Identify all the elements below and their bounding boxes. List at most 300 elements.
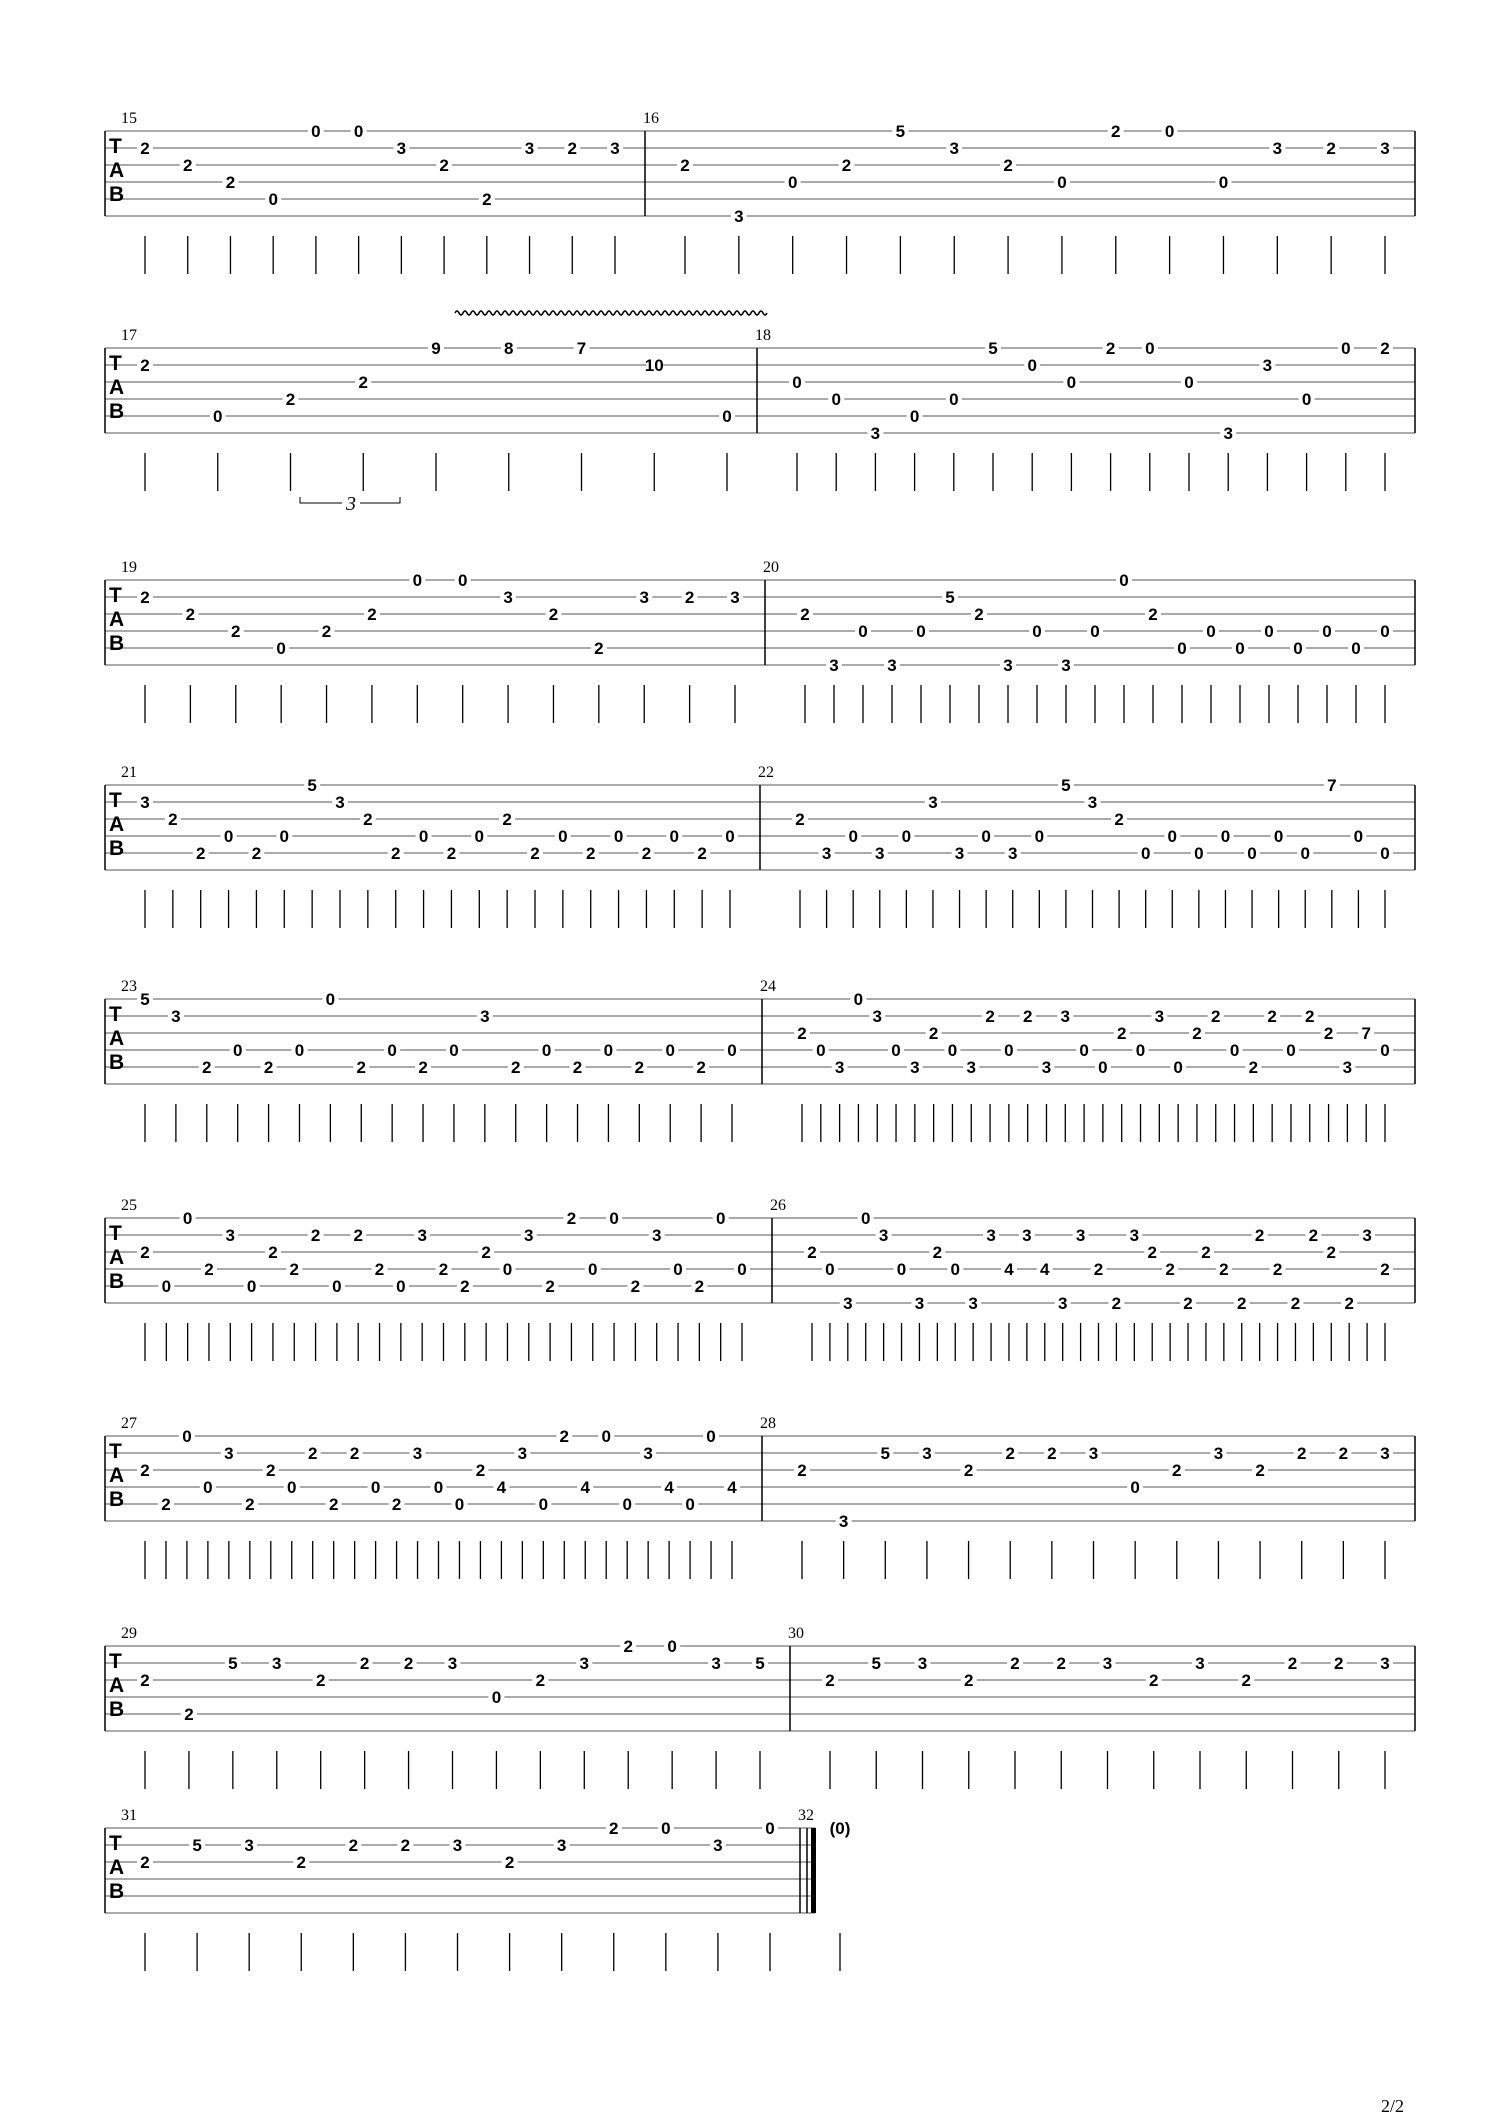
fret-number: 2 [1267,1007,1277,1026]
fret-number: 0 [909,407,920,426]
fret-number: 2 [1149,1671,1159,1690]
fret-number: 2 [1105,339,1116,358]
fret-number: 2 [1326,1243,1337,1262]
fret-number: 3 [1057,1294,1068,1313]
fret-number: 0 [182,1427,192,1446]
fret-number: 2 [349,1444,360,1463]
fret-number: 0 [901,827,912,846]
fret-number: 3 [1154,1007,1165,1026]
fret-number: 0 [246,1277,257,1296]
fret-number: 2 [184,1705,194,1724]
measure-number: 22 [758,764,774,781]
fret-number: 3 [829,656,839,675]
fret-number: 2 [807,1243,817,1262]
fret-number: 3 [480,1007,490,1026]
tab-clef-letter: A [109,159,125,182]
fret-number: 3 [579,1654,590,1673]
fret-number: 0 [1293,639,1303,658]
tab-clef-letter: B [109,837,125,860]
fret-number: 3 [928,793,938,812]
fret-number: 0 [665,1041,675,1060]
fret-number: 0 [1032,622,1042,641]
measure-number: 20 [763,559,779,576]
fret-number: 0 [1229,1041,1240,1060]
tab-clef-letter: A [109,1464,125,1487]
fret-number: 0 [1004,1041,1014,1060]
fret-number: 0 [454,1495,465,1514]
fret-number: 3 [914,1294,925,1313]
fret-number: 2 [446,844,457,863]
fret-number: 0 [669,827,680,846]
fret-number: 3 [396,139,407,158]
tab-clef-letter: B [109,400,125,423]
tab-clef-letter: A [109,1674,125,1697]
fret-number: 0 [203,1478,213,1497]
fret-number: 0 [831,390,841,409]
fret-number: 0 [860,1209,871,1228]
fret-number: 0 [161,1277,172,1296]
fret-number: 2 [535,1671,546,1690]
fret-number: 3 [878,1226,889,1245]
fret-number: 2 [1114,810,1124,829]
fret-number: 0 [457,571,468,590]
fret-number: 3 [639,588,649,607]
fret-number: 2 [161,1495,171,1514]
fret-number: 2 [481,1243,491,1262]
fret-number: 2 [1201,1243,1211,1262]
fret-number: 0 [396,1277,406,1296]
fret-number: 0 [1090,622,1100,641]
fret-number: 0 [667,1637,677,1656]
fret-number: 2 [310,1226,321,1245]
fret-number: 2 [1111,122,1121,141]
fret-number: 3 [1380,1444,1390,1463]
fret-number: 2 [268,1243,278,1262]
fret-number: 0 [1130,1478,1140,1497]
fret-number: 3 [1380,139,1390,158]
fret-number: 2 [572,1058,583,1077]
fret-number: 2 [623,1637,633,1656]
fret-number: 2 [697,844,707,863]
fret-number: 2 [356,1058,366,1077]
fret-number: 0 [311,122,321,141]
fret-number: 5 [307,776,317,795]
fret-number: 0 [1167,827,1178,846]
fret-number: 2 [1116,1024,1127,1043]
tab-clef-letter: B [109,1698,125,1721]
fret-number: 2 [390,844,401,863]
fret-number: 0 [232,1041,243,1060]
fret-number: 3 [524,139,535,158]
fret-number: 2 [1323,1024,1334,1043]
fret-number: 0 [1206,622,1216,641]
fret-number: 4 [580,1478,590,1497]
fret-number: 3 [1380,1654,1390,1673]
fret-number: 2 [684,588,695,607]
fret-number: 3 [917,1654,928,1673]
fret-number: 2 [797,1461,807,1480]
fret-number: 2 [363,810,373,829]
fret-number: 0 [1247,844,1257,863]
tab-clef-letter: A [109,813,125,836]
fret-number: 2 [548,605,559,624]
tab-clef-letter: T [109,1440,122,1463]
fret-number: 0 [1079,1041,1089,1060]
fret-number: 2 [225,173,236,192]
fret-number: 2 [634,1058,645,1077]
fret-number: 0 [287,1478,297,1497]
fret-number: 2 [251,844,262,863]
fret-number: 3 [1223,424,1233,443]
fret-number: 3 [872,1007,882,1026]
fret-number: 0 [661,1819,671,1838]
fret-number: 2 [545,1277,555,1296]
fret-number: 2 [1147,1243,1157,1262]
fret-number: 5 [228,1654,238,1673]
fret-number: 2 [418,1058,428,1077]
fret-number: 3 [452,1836,463,1855]
fret-number: 5 [871,1654,881,1673]
fret-number: 0 [722,407,732,426]
page-number: 2/2 [1381,2096,1405,2116]
fret-number: 2 [1093,1260,1104,1279]
fret-number: 2 [263,1058,274,1077]
fret-number: 0 [1380,622,1390,641]
fret-number: 0 [491,1688,502,1707]
fret-number: 2 [1005,1444,1015,1463]
fret-number: 0 [1286,1041,1296,1060]
fret-number: 2 [403,1654,414,1673]
fret-number: 0 [449,1041,459,1060]
fret-number: 2 [1326,139,1336,158]
fret-number: 2 [609,1819,619,1838]
fret-number: 5 [755,1654,765,1673]
fret-number: 2 [245,1495,255,1514]
fret-number: 0 [1235,639,1245,658]
fret-number: 2 [296,1853,306,1872]
fret-number: 0 [1353,827,1364,846]
fret-number: 0 [541,1041,552,1060]
fret-number: 3 [1003,656,1013,675]
fret-number: 2 [1380,339,1390,358]
fret-number: 0 [387,1041,397,1060]
measure-number: 18 [755,327,771,344]
fret-number: 3 [1102,1654,1113,1673]
tab-clef-letter: T [109,1650,122,1673]
fret-number: 5 [895,122,906,141]
fret-number: 2 [185,605,196,624]
fret-number: 0 [182,1209,193,1228]
tab-clef-letter: A [109,1856,125,1879]
tab-clef-letter: B [109,1270,125,1293]
fret-number: 0 [916,622,926,641]
fret-number: 2 [1047,1444,1057,1463]
fret-number: 0 [1027,356,1037,375]
fret-number: 0 [1194,844,1204,863]
fret-number: 2 [289,1260,299,1279]
fret-number: 2 [374,1260,385,1279]
fret-number: 2 [1308,1226,1319,1245]
measure-number: 16 [643,110,659,127]
tab-clef-letter: B [109,1488,125,1511]
fret-number: 3 [734,207,744,226]
fret-number: 8 [504,339,514,358]
fret-number: 0 [223,827,234,846]
tab-clef-letter: T [109,1222,122,1245]
fret-number: 2 [482,190,492,209]
fret-number: 2 [928,1024,939,1043]
fret-number: 3 [986,1226,996,1245]
fret-number: 4 [1040,1260,1050,1279]
fret-number: 3 [887,656,897,675]
fret-number: 0 [1341,339,1351,358]
fret-number: 0 [213,407,223,426]
measure-number: 23 [121,978,137,995]
fret-number: 2 [1296,1444,1307,1463]
fret-number: 0 [418,827,429,846]
fret-number: 7 [1327,776,1337,795]
fret-number: 9 [431,339,441,358]
fret-number: 3 [224,1444,234,1463]
tuplet-number: 3 [346,493,356,515]
fret-number: 2 [140,1853,150,1872]
fret-number: 0 [609,1209,619,1228]
fret-number: 5 [192,1836,202,1855]
fret-number: 4 [664,1478,674,1497]
fret-number: 2 [567,139,578,158]
fret-number: 3 [834,1058,845,1077]
fret-number: 3 [1041,1058,1052,1077]
final-barline [811,1828,816,1913]
fret-number: 3 [171,1007,181,1026]
measure-number: 17 [121,327,137,344]
fret-number: 2 [367,605,377,624]
fret-number: 0 [332,1277,342,1296]
fret-number: 2 [694,1277,705,1296]
tab-clef-letter: T [109,1003,122,1026]
fret-number: 3 [1007,844,1018,863]
measure-number: 21 [121,764,137,781]
fret-number: 3 [1087,793,1098,812]
fret-number: 2 [460,1277,470,1296]
fret-number: 3 [1061,656,1071,675]
fret-number: 2 [1334,1654,1344,1673]
fret-number: 0 [279,827,290,846]
fret-number: 2 [140,1461,150,1480]
fret-number: 2 [974,605,984,624]
fret-number: 3 [821,844,832,863]
fret-number: 4 [1004,1260,1014,1279]
fret-number: 0 [353,122,364,141]
fret-number: 2 [359,1654,370,1673]
fret-number: 2 [348,1836,359,1855]
fret-number: 3 [1088,1444,1099,1463]
fret-number: 0 [765,1819,775,1838]
fret-number: 0 [1119,571,1129,590]
fret-number: 2 [800,605,810,624]
fret-number: 3 [954,844,965,863]
fret-number: 0 [737,1260,747,1279]
fret-number: 2 [475,1461,486,1480]
fret-number: (0) [829,1819,851,1838]
fret-number: 3 [1362,1226,1372,1245]
fret-number: 0 [1218,173,1229,192]
tab-clef-letter: T [109,135,122,158]
measure-number: 29 [121,1625,137,1642]
fret-number: 2 [1338,1444,1349,1463]
fret-number: 3 [922,1444,932,1463]
fret-number: 2 [1305,1007,1315,1026]
measure-number: 15 [121,110,137,127]
fret-number: 2 [964,1671,974,1690]
fret-number: 2 [1111,1294,1122,1313]
fret-number: 3 [875,844,885,863]
fret-number: 2 [353,1226,363,1245]
fret-number: 2 [1022,1007,1033,1026]
fret-number: 7 [1361,1024,1371,1043]
fret-number: 10 [644,356,664,375]
fret-number: 3 [524,1226,534,1245]
fret-number: 0 [601,1427,611,1446]
fret-number: 3 [968,1294,978,1313]
fret-number: 0 [685,1495,695,1514]
fret-number: 0 [558,827,568,846]
tab-clef-letter: B [109,1880,125,1903]
fret-number: 0 [950,1260,960,1279]
tab-clef-letter: T [109,1832,122,1855]
fret-number: 0 [538,1495,549,1514]
fret-number: 0 [1264,622,1274,641]
fret-number: 2 [566,1209,577,1228]
fret-number: 0 [502,1260,513,1279]
fret-number: 0 [370,1478,381,1497]
fret-number: 2 [502,810,512,829]
fret-number: 2 [1056,1654,1066,1673]
fret-number: 3 [713,1836,723,1855]
vibrato-line [455,311,767,315]
fret-number: 0 [1034,827,1045,846]
fret-number: 3 [870,424,881,443]
fret-number: 2 [932,1243,943,1262]
measure-number: 30 [788,1625,804,1642]
tab-clef-letter: T [109,352,122,375]
fret-number: 2 [140,1671,150,1690]
fret-number: 5 [988,339,998,358]
fret-number: 0 [1066,373,1077,392]
fret-number: 2 [1183,1294,1193,1313]
fret-number: 5 [945,588,955,607]
fret-number: 3 [1060,1007,1071,1026]
fret-number: 5 [880,1444,891,1463]
fret-number: 2 [1237,1294,1247,1313]
fret-number: 5 [1061,776,1071,795]
fret-number: 2 [400,1836,411,1855]
fret-number: 0 [787,173,798,192]
fret-number: 0 [1351,639,1361,658]
fret-number: 3 [843,1294,853,1313]
fret-number: 0 [412,571,423,590]
fret-number: 0 [825,1260,835,1279]
fret-number: 0 [1184,373,1194,392]
fret-number: 2 [797,1024,807,1043]
fret-number: 2 [1241,1671,1251,1690]
measure-number: 27 [121,1415,137,1432]
fret-number: 0 [1301,390,1312,409]
tab-clef-letter: B [109,632,125,655]
fret-number: 0 [325,990,336,1009]
fret-number: 0 [853,990,864,1009]
fret-number: 0 [1057,173,1067,192]
fret-number: 3 [643,1444,653,1463]
fret-number: 3 [1262,356,1273,375]
fret-number: 2 [391,1495,402,1514]
fret-number: 2 [1255,1461,1265,1480]
fret-number: 4 [496,1478,507,1497]
fret-number: 0 [792,373,802,392]
fret-number: 3 [651,1226,662,1245]
fret-number: 3 [417,1226,427,1245]
fret-number: 2 [182,156,193,175]
fret-number: 2 [321,622,332,641]
fret-number: 0 [268,190,278,209]
fret-number: 2 [641,844,652,863]
fret-number: 3 [966,1058,976,1077]
fret-number: 3 [1213,1444,1224,1463]
fret-number: 0 [1145,339,1155,358]
fret-number: 2 [438,1260,449,1279]
fret-number: 2 [1219,1260,1229,1279]
fret-number: 3 [1272,139,1283,158]
fret-number: 3 [517,1444,528,1463]
fret-number: 3 [1022,1226,1032,1245]
fret-number: 3 [838,1512,849,1531]
fret-number: 3 [335,793,345,812]
measure-number: 31 [121,1807,137,1824]
fret-number: 0 [891,1041,901,1060]
fret-number: 2 [140,139,150,158]
fret-number: 0 [981,827,991,846]
measure-number: 28 [760,1415,776,1432]
fret-number: 3 [412,1444,423,1463]
fret-number: 0 [433,1478,444,1497]
fret-number: 2 [1254,1226,1265,1245]
fret-number: 0 [727,1041,737,1060]
fret-number: 2 [328,1495,339,1514]
fret-number: 2 [1344,1294,1354,1313]
fret-number: 2 [985,1007,995,1026]
fret-number: 2 [202,1058,212,1077]
fret-number: 0 [603,1041,614,1060]
fret-number: 3 [503,588,513,607]
fret-number: 0 [1098,1058,1108,1077]
fret-number: 2 [140,356,150,375]
fret-number: 0 [294,1041,305,1060]
fret-number: 2 [795,810,805,829]
fret-number: 0 [276,639,286,658]
fret-number: 3 [244,1836,254,1855]
fret-number: 3 [1195,1654,1205,1673]
fret-number: 2 [285,390,296,409]
fret-number: 5 [140,990,150,1009]
fret-number: 0 [1380,1041,1390,1060]
fret-number: 0 [1220,827,1231,846]
fret-number: 2 [307,1444,318,1463]
fret-number: 3 [1342,1058,1353,1077]
tab-clef-letter: T [109,584,122,607]
fret-number: 0 [715,1209,726,1228]
fret-number: 3 [556,1836,567,1855]
fret-number: 2 [231,622,241,641]
